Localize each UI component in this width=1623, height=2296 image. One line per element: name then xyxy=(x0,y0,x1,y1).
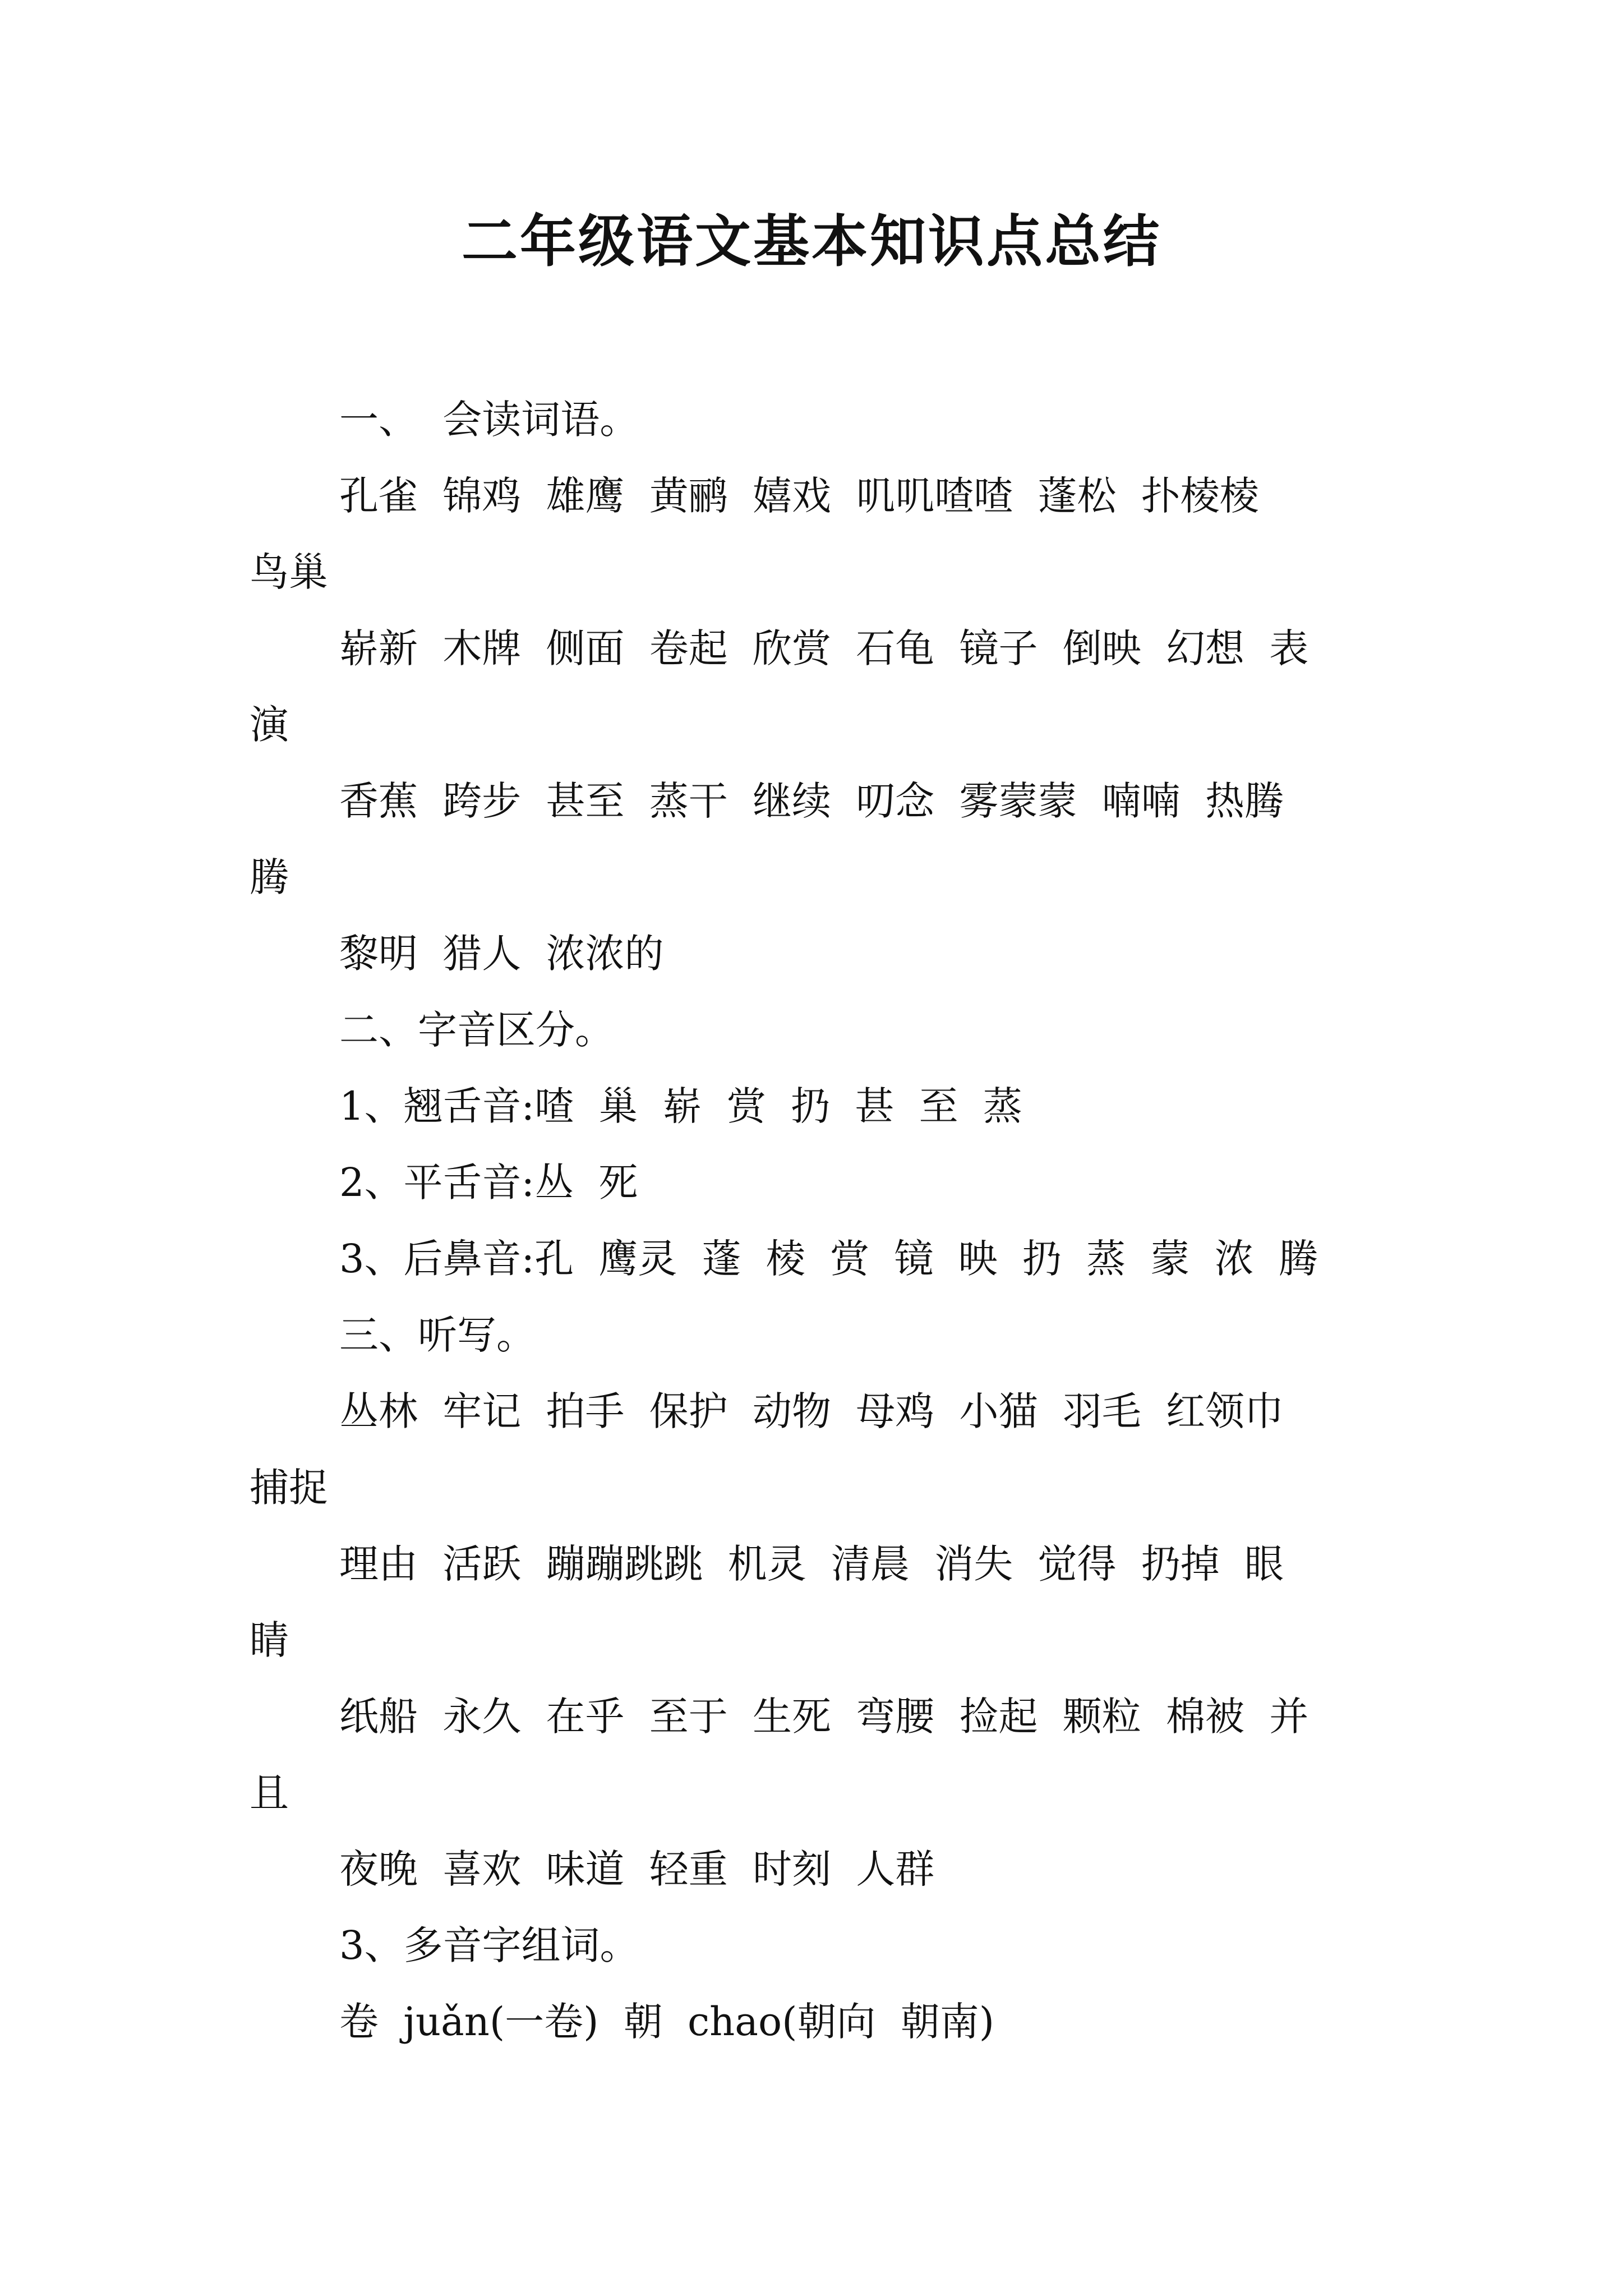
line-text: 夜晚 喜欢 味道 轻重 时刻 人群 xyxy=(339,1846,935,1892)
line-text: 演 xyxy=(250,702,289,748)
line-text: 香蕉 跨步 甚至 蒸干 继续 叨念 雾蒙蒙 喃喃 热腾 xyxy=(339,778,1284,824)
line-text: 睛 xyxy=(250,1617,289,1663)
line-text: 腾 xyxy=(250,854,289,900)
word-list xyxy=(250,1221,1382,1297)
word-list xyxy=(250,915,1382,992)
section-heading xyxy=(250,992,1382,1068)
document-body xyxy=(250,381,1382,2060)
line-text: 1、翘舌音:喳 巢 崭 赏 扔 甚 至 蒸 xyxy=(339,1083,1022,1129)
line-text: 三、听写。 xyxy=(339,1312,536,1358)
line-text: 卷 juǎn(一卷) 朝 chao(朝向 朝南) xyxy=(339,1999,995,2045)
page-title: 二年级语文基本知识点总结 xyxy=(462,208,1161,274)
line-text: 黎明 猎人 浓浓的 xyxy=(339,931,664,977)
line-text: 孔雀 锦鸡 雄鹰 黄鹂 嬉戏 叽叽喳喳 蓬松 扑棱棱 xyxy=(339,473,1259,519)
line-text: 3、多音字组词。 xyxy=(339,1922,639,1968)
line-text: 丛林 牢记 拍手 保护 动物 母鸡 小猫 羽毛 红领巾 xyxy=(339,1388,1284,1434)
section-heading xyxy=(250,381,1382,458)
line-text: 一、 会读词语。 xyxy=(339,397,639,443)
line-text: 且 xyxy=(250,1770,289,1816)
line-text: 二、字音区分。 xyxy=(339,1007,614,1053)
word-list xyxy=(250,1526,1382,1678)
word-list xyxy=(250,1068,1382,1144)
line-text: 鸟巢 xyxy=(250,549,328,595)
line-text: 捕捉 xyxy=(250,1465,328,1511)
section-heading xyxy=(250,1297,1382,1373)
word-list xyxy=(250,610,1382,763)
line-text: 纸船 永久 在乎 至于 生死 弯腰 捡起 颗粒 棉被 并 xyxy=(339,1694,1309,1740)
line-text: 2、平舌音:丛 死 xyxy=(339,1159,638,1205)
word-list xyxy=(250,1144,1382,1221)
word-list xyxy=(250,1373,1382,1526)
word-list xyxy=(250,1831,1382,1907)
line-text: 3、后鼻音:孔 鹰灵 蓬 棱 赏 镜 映 扔 蒸 蒙 浓 腾 xyxy=(339,1236,1318,1282)
word-list xyxy=(250,763,1382,915)
word-list xyxy=(250,458,1382,610)
word-list xyxy=(250,1984,1382,2060)
section-heading xyxy=(250,1907,1382,1984)
word-list xyxy=(250,1678,1382,1831)
line-text: 理由 活跃 蹦蹦跳跳 机灵 清晨 消失 觉得 扔掉 眼 xyxy=(339,1541,1284,1587)
line-text: 崭新 木牌 侧面 卷起 欣赏 石龟 镜子 倒映 幻想 表 xyxy=(339,625,1309,671)
